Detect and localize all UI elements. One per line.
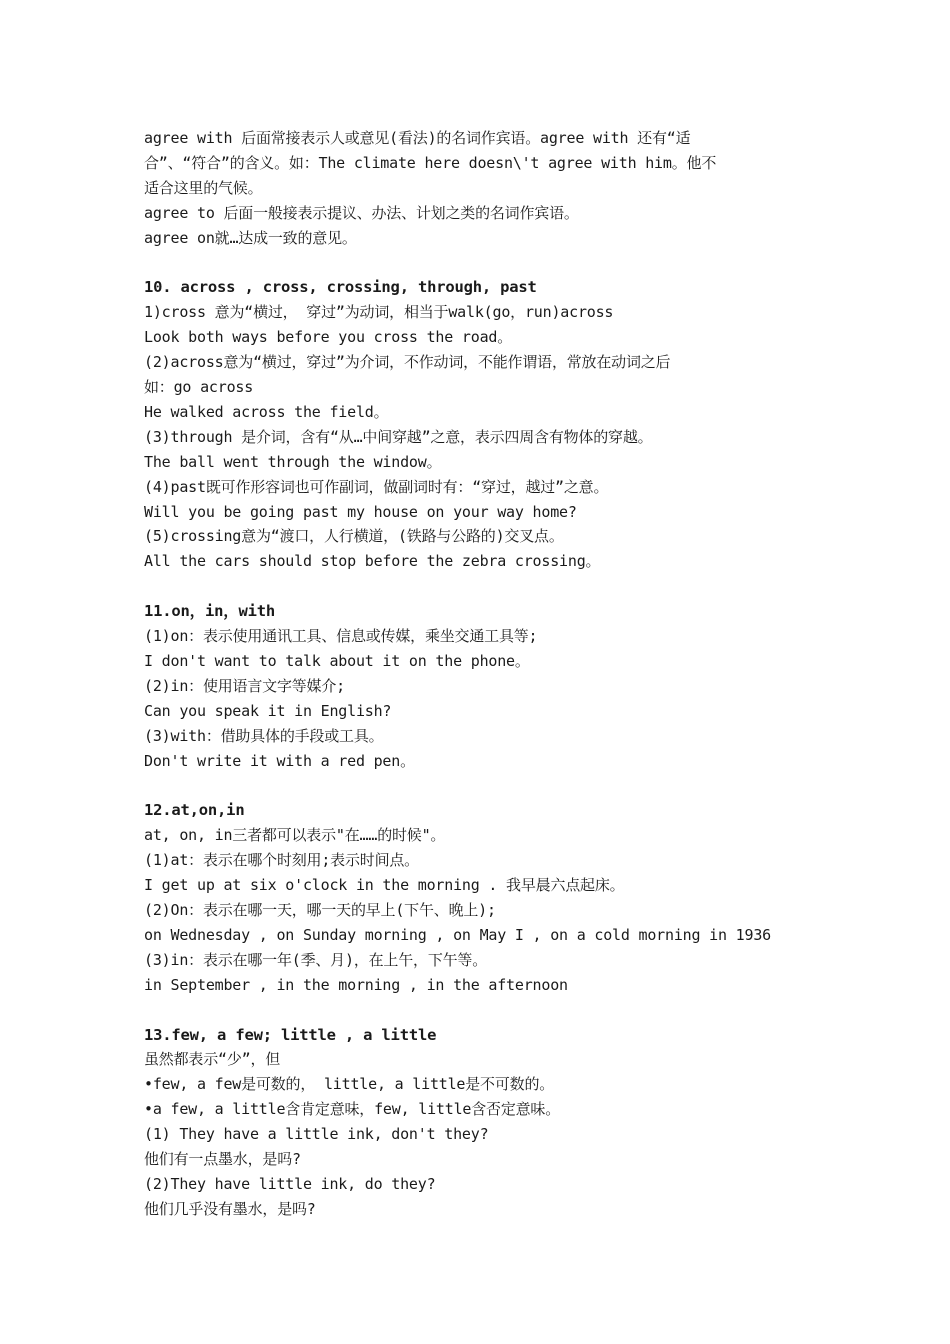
text-line: The ball went through the window。 (144, 452, 442, 471)
text-line: in September , in the morning , in the afternoon (144, 975, 568, 994)
text-line: I don't want to talk about it on the phone。 (144, 652, 530, 670)
text-line: Can you speak it in English? (144, 701, 392, 720)
text-line: (3)through 是介词，含有“从…中间穿越”之意，表示四周含有物体的穿越。 (144, 427, 653, 446)
text-line: 1)cross 意为“横过， 穿过”为动词，相当于walk(go，run)across (144, 303, 614, 322)
section-heading: 12.at,on,in (144, 801, 245, 820)
text-line: agree to 后面一般接表示提议、办法、计划之类的名词作宾语。 (144, 203, 579, 222)
text-line: (5)crossing意为“渡口，人行横道，(铁路与公路的)交叉点。 (144, 527, 564, 546)
text-line: All the cars should stop before the zebra crossing。 (144, 552, 601, 571)
text-line: (4)past既可作形容词也可作副词，做副词时有：“穿过，越过”之意。 (144, 477, 609, 496)
section-13 (144, 1023, 810, 1222)
text-line: 如：go across (144, 378, 254, 397)
section-11 (144, 599, 810, 773)
text-line: Will you be going past my house on your way home? (144, 502, 577, 521)
text-line: 虽然都表示“少”，但 (144, 1050, 281, 1069)
text-line: (1) They have a little ink, don't they? (144, 1125, 489, 1144)
text-line: (2)across意为“横过，穿过”为介词，不作动词，不能作谓语，常放在动词之后 (144, 353, 671, 372)
section-12 (144, 798, 810, 997)
text-line: •few, a few是可数的， little, a little是不可数的。 (144, 1075, 555, 1094)
intro-paragraph (144, 126, 810, 251)
spacer (144, 574, 810, 599)
text-line: 他们有一点墨水，是吗? (144, 1150, 301, 1169)
text-line: agree with 后面常接表示人或意见(看法)的名词作宾语。agree with 还有“适 (144, 129, 691, 147)
section-10 (144, 275, 810, 574)
text-line: (2)They have little ink, do they? (144, 1175, 436, 1193)
text-line: I get up at six o'clock in the morning . 我早晨六点起床。 (144, 876, 625, 895)
text-line: 适合这里的气候。 (144, 178, 263, 197)
spacer (144, 774, 810, 799)
text-line: agree on就…达成一致的意见。 (144, 228, 357, 247)
document-page (144, 126, 810, 1222)
text-line: •a few, a little含肯定意味，few, little含否定意味。 (144, 1100, 561, 1119)
text-line: (2)in：使用语言文字等媒介; (144, 676, 345, 695)
text-line: at, on, in三者都可以表示"在……的时候"。 (144, 826, 446, 845)
text-line: Don't write it with a red pen。 (144, 751, 415, 770)
section-heading: 11.on，in，with (144, 602, 276, 621)
section-heading: 13.few, a few; little , a little (144, 1025, 437, 1044)
text-line: (3)with：借助具体的手段或工具。 (144, 726, 384, 745)
text-line: (1)on：表示使用通讯工具、信息或传媒，乘坐交通工具等; (144, 627, 538, 646)
text-line: Look both ways before you cross the road。 (144, 328, 513, 347)
text-line: on Wednesday , on Sunday morning , on May I , on a cold morning in 1936 (144, 925, 771, 944)
text-line: 合”、“符合”的含义。如：The climate here doesn\'t agree with him。他不 (144, 153, 717, 172)
text-line: He walked across the field。 (144, 402, 389, 421)
text-line: (1)at：表示在哪个时刻用;表示时间点。 (144, 851, 419, 870)
text-line: (3)in：表示在哪一年(季、月)，在上午，下午等。 (144, 950, 488, 969)
text-line: (2)On：表示在哪一天，哪一天的早上(下午、晚上); (144, 901, 496, 920)
text-line: 他们几乎没有墨水，是吗? (144, 1199, 316, 1218)
spacer (144, 998, 810, 1023)
section-heading: 10. across , cross, crossing, through, past (144, 278, 537, 297)
spacer (144, 251, 810, 276)
